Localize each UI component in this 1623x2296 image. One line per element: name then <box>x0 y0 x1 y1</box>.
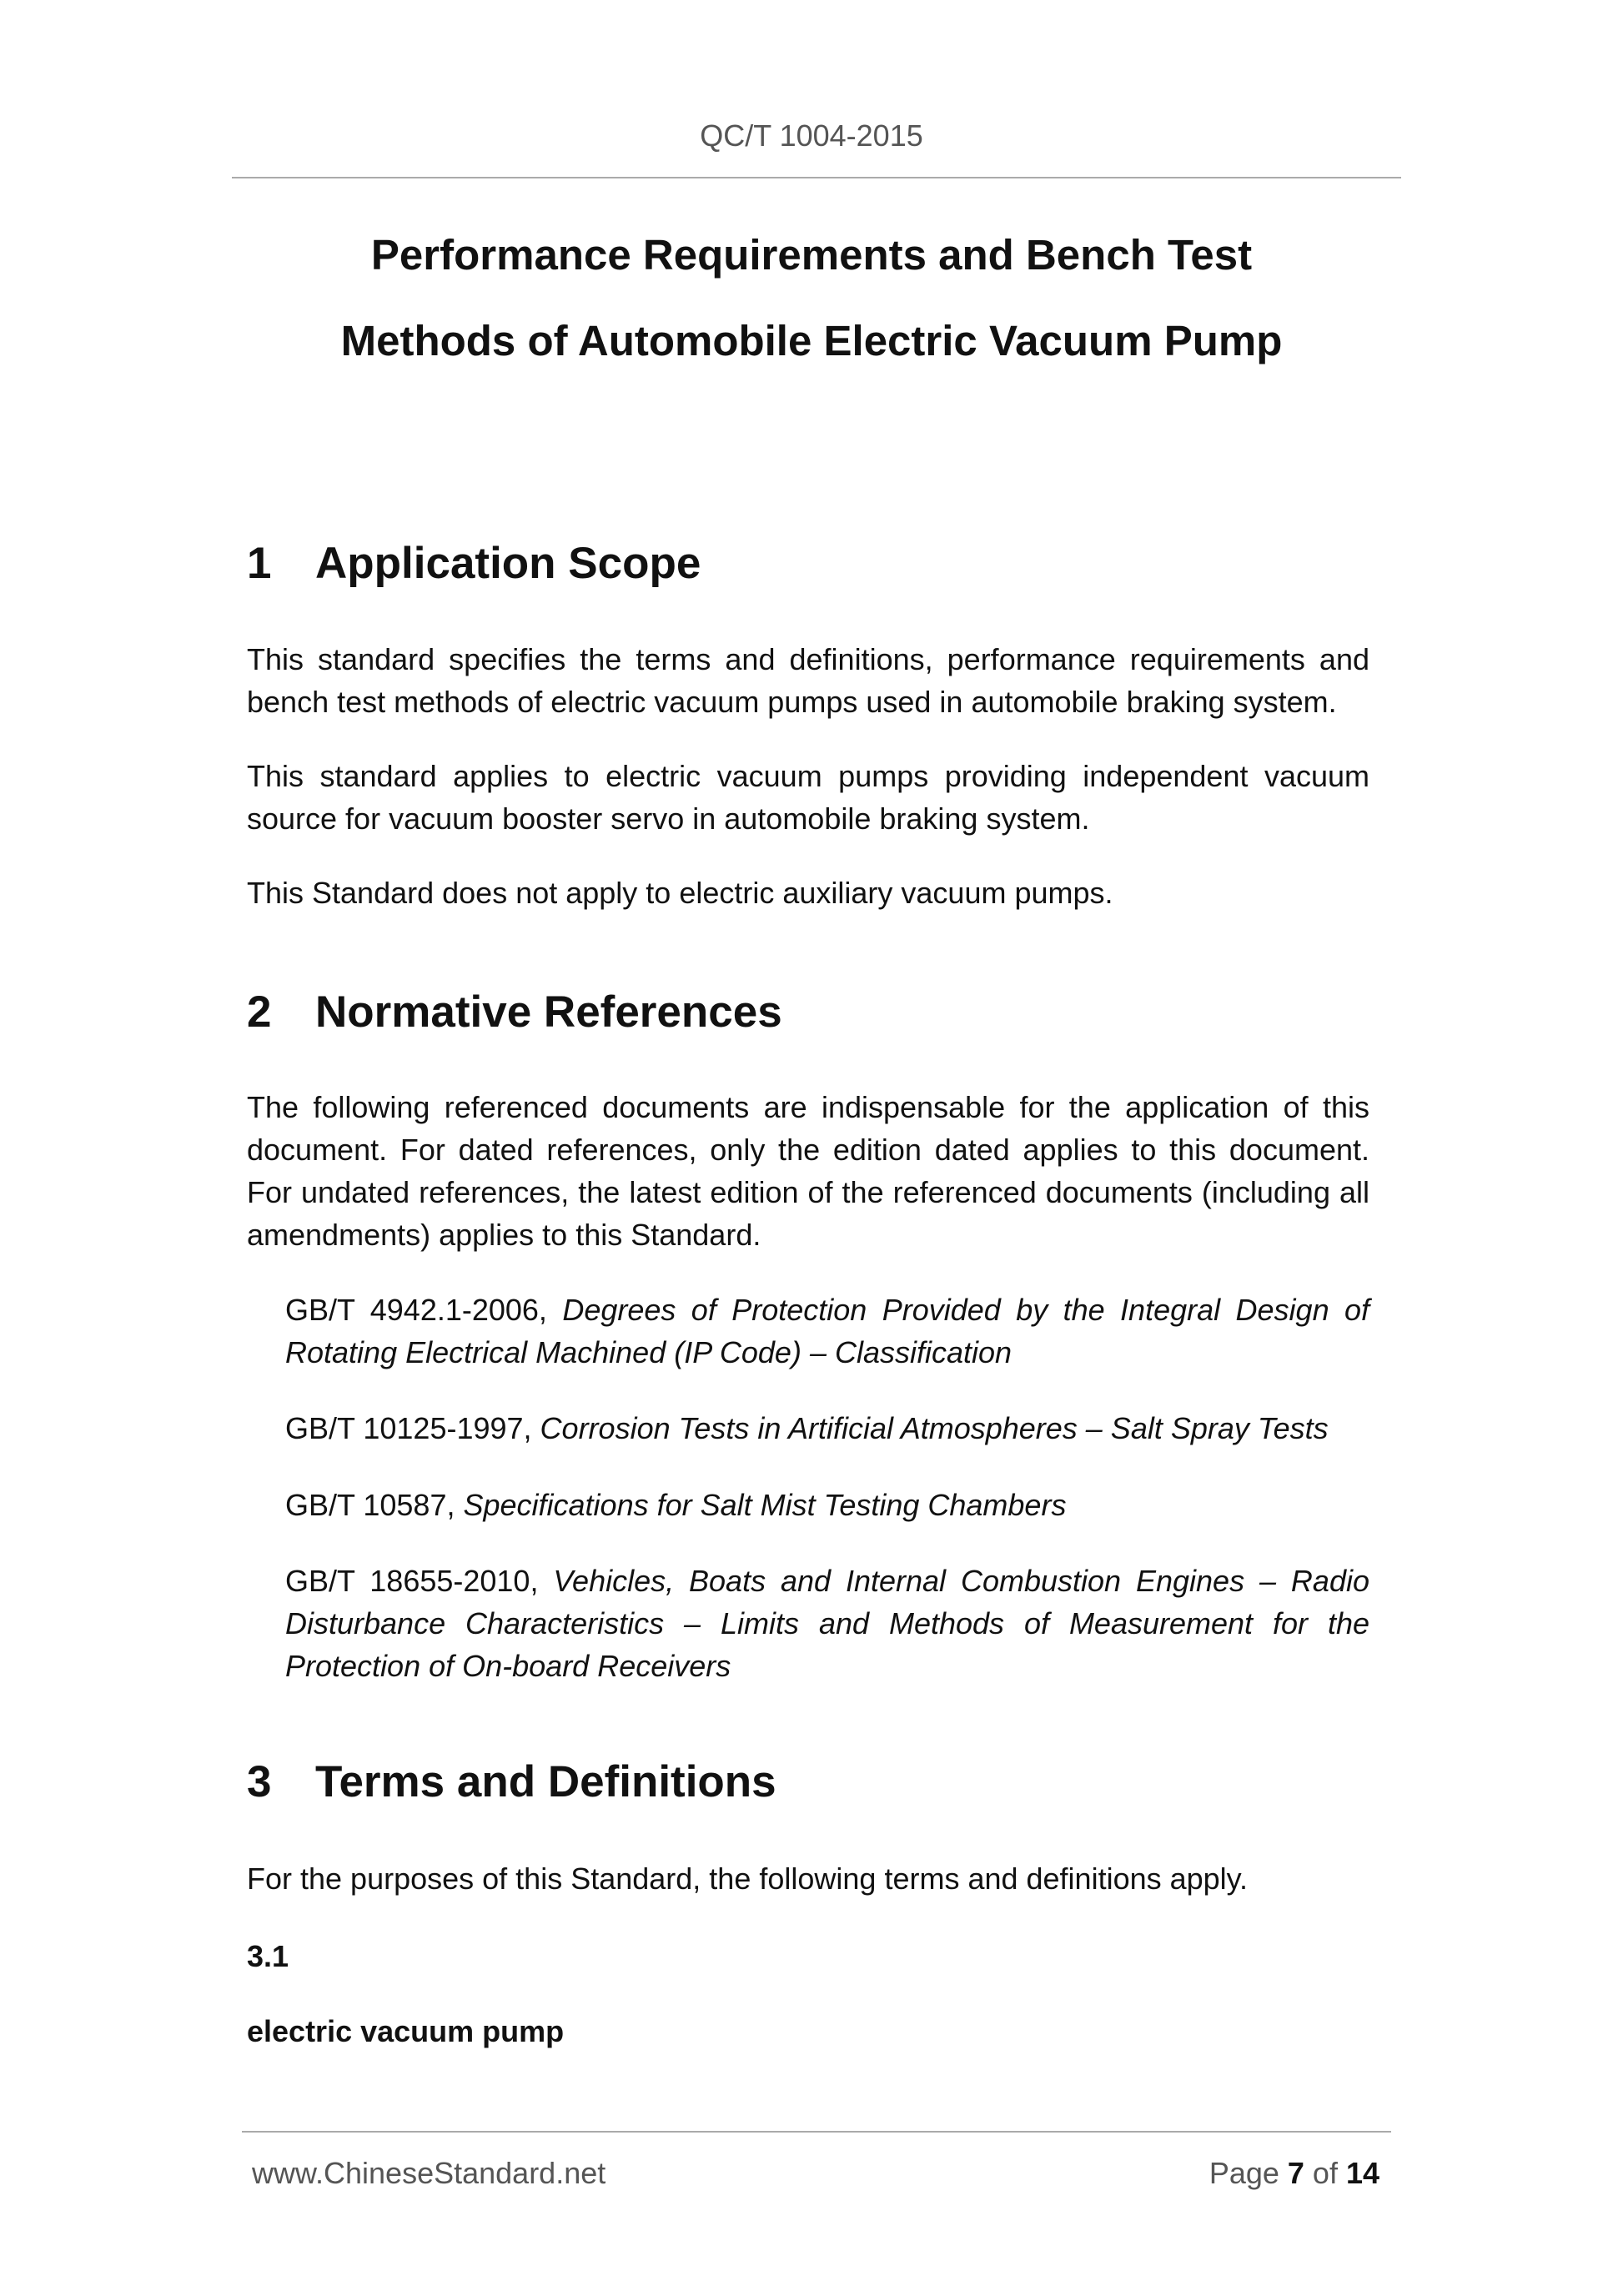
page-total: 14 <box>1345 2156 1379 2190</box>
term-number: 3.1 <box>247 1939 289 1973</box>
reference-code: GB/T 10587, <box>285 1488 464 1522</box>
header-doc-code: QC/T 1004-2015 <box>700 118 923 153</box>
reference-code: GB/T 10125-1997, <box>285 1411 540 1445</box>
page-prefix: Page <box>1208 2156 1288 2190</box>
reference-title: Vehicles, Boats and Internal Combustion Engines – Radio Disturbance Characteristics – Limits and Methods of Measurement for the Protection of On-board Receivers <box>285 1564 1369 1683</box>
reference-code: GB/T 4942.1-2006, <box>285 1293 563 1327</box>
term-name: electric vacuum pump <box>247 2014 565 2048</box>
footer-divider <box>242 2131 1391 2133</box>
reference-title: Corrosion Tests in Artificial Atmospheres – Salt Spray Tests <box>540 1411 1329 1445</box>
section-2-title: Normative References <box>315 987 782 1037</box>
reference-title: Degrees of Protection Provided by the Integral Design of Rotating Electrical Machined (IP Code) – Classification <box>285 1293 1370 1369</box>
header-divider <box>232 177 1401 178</box>
section-1-number: 1 <box>247 539 272 588</box>
section-3-number: 3 <box>247 1757 272 1806</box>
reference-item <box>247 1560 1369 1687</box>
section-3-heading <box>247 1757 1369 1806</box>
reference-item <box>247 1484 1369 1526</box>
section-3-intro: For the purposes of this Standard, the following terms and definitions apply. <box>247 1861 1249 1896</box>
section-2-number: 2 <box>247 987 272 1037</box>
section-2-intro: The following referenced documents are indispensable for the application of this document. For dated references, only the edition dated applies to this document. For undated references, the latest edition of the referenced documents (including all amendments) applies to this Standard. <box>247 1090 1369 1252</box>
footer-page-number <box>1209 2156 1379 2191</box>
section-3 <box>247 1757 1369 1806</box>
section-1-title: Application Scope <box>315 539 701 588</box>
section-1-heading <box>247 539 1369 588</box>
reference-item <box>247 1289 1369 1374</box>
section-3-title: Terms and Definitions <box>315 1757 776 1806</box>
reference-title: Specifications for Salt Mist Testing Chambers <box>463 1488 1067 1522</box>
page-mid: of <box>1304 2156 1346 2190</box>
document-title-line-1: Performance Requirements and Bench Test <box>370 231 1253 279</box>
footer-website: www.ChineseStandard.net <box>252 2156 606 2190</box>
section-1-paragraph-1: This standard specifies the terms and definitions, performance requirements and bench test methods of electric vacuum pumps used in automobile braking system. <box>247 642 1369 719</box>
section-2 <box>247 987 1369 1037</box>
reference-item <box>247 1407 1369 1449</box>
reference-code: GB/T 18655-2010, <box>285 1564 554 1598</box>
section-1-paragraph-3: This Standard does not apply to electric auxiliary vacuum pumps. <box>247 876 1113 910</box>
document-title-line-2: Methods of Automobile Electric Vacuum Pump <box>340 317 1283 364</box>
section-2-heading <box>247 987 1369 1037</box>
section-1 <box>247 539 1369 588</box>
section-1-paragraph-2: This standard applies to electric vacuum pumps providing independent vacuum source for vacuum booster servo in automobile braking system. <box>247 759 1369 836</box>
page-current: 7 <box>1287 2156 1304 2190</box>
